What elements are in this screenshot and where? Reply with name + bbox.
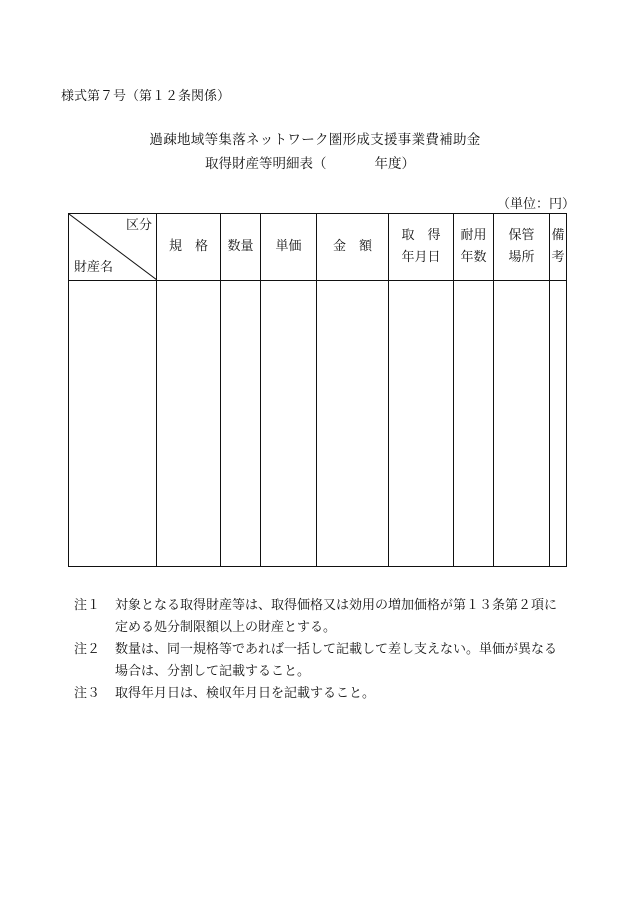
header-diagonal-cell: [69, 214, 157, 281]
header-storage-location: 保管 場所: [494, 214, 550, 281]
notes-section: [74, 595, 586, 705]
note-item: [74, 595, 586, 639]
cell-remarks[interactable]: [550, 281, 567, 567]
note-text: 取得年月日は、検収年月日を記載すること。: [115, 686, 376, 701]
note-label: 注３: [74, 686, 101, 701]
note-text: 数量は、同一規格等であれば一括して記載して差し支えない。単価が異なる: [115, 642, 558, 657]
header-acquisition-date: 取 得 年月日: [389, 214, 454, 281]
asset-detail-table: [68, 213, 567, 567]
cell-quantity[interactable]: [221, 281, 261, 567]
note-item: [74, 683, 586, 705]
header-quantity: 数量: [221, 214, 261, 281]
header-unit-price: 単価: [261, 214, 317, 281]
document-title: 過疎地域等集落ネットワーク圏形成支援事業費補助金: [149, 132, 481, 148]
cell-unit-price[interactable]: [261, 281, 317, 567]
cell-storage-location[interactable]: [494, 281, 550, 567]
cell-asset-name[interactable]: [69, 281, 157, 567]
subtitle-year-suffix: 年度）: [374, 156, 415, 172]
note-label: 注２: [74, 642, 101, 657]
header-asset-name-label: 財産名: [74, 260, 114, 275]
subtitle-prefix: 取得財産等明細表（: [205, 156, 327, 172]
table-entry-row: [69, 281, 567, 567]
document-subtitle: [205, 152, 415, 172]
cell-acquisition-date[interactable]: [389, 281, 454, 567]
header-amount: 金 額: [317, 214, 389, 281]
header-spec: 規 格: [157, 214, 221, 281]
cell-useful-life[interactable]: [454, 281, 494, 567]
note-text: 定める処分制限額以上の財産とする。: [115, 620, 337, 635]
header-useful-life: 耐用 年数: [454, 214, 494, 281]
unit-label: （単位：円）: [497, 197, 576, 212]
note-text: 対象となる取得財産等は、取得価格又は効用の増加価格が第１３条第２項に: [115, 598, 558, 613]
cell-spec[interactable]: [157, 281, 221, 567]
note-item: [74, 639, 586, 683]
note-text: 場合は、分割して記載すること。: [115, 664, 311, 679]
table-header-row: [69, 214, 567, 281]
cell-amount[interactable]: [317, 281, 389, 567]
header-category-label: 区分: [125, 218, 152, 233]
note-label: 注１: [74, 598, 101, 613]
header-remarks: 備考: [550, 214, 567, 281]
form-number: 様式第７号（第１２条関係）: [61, 89, 231, 104]
